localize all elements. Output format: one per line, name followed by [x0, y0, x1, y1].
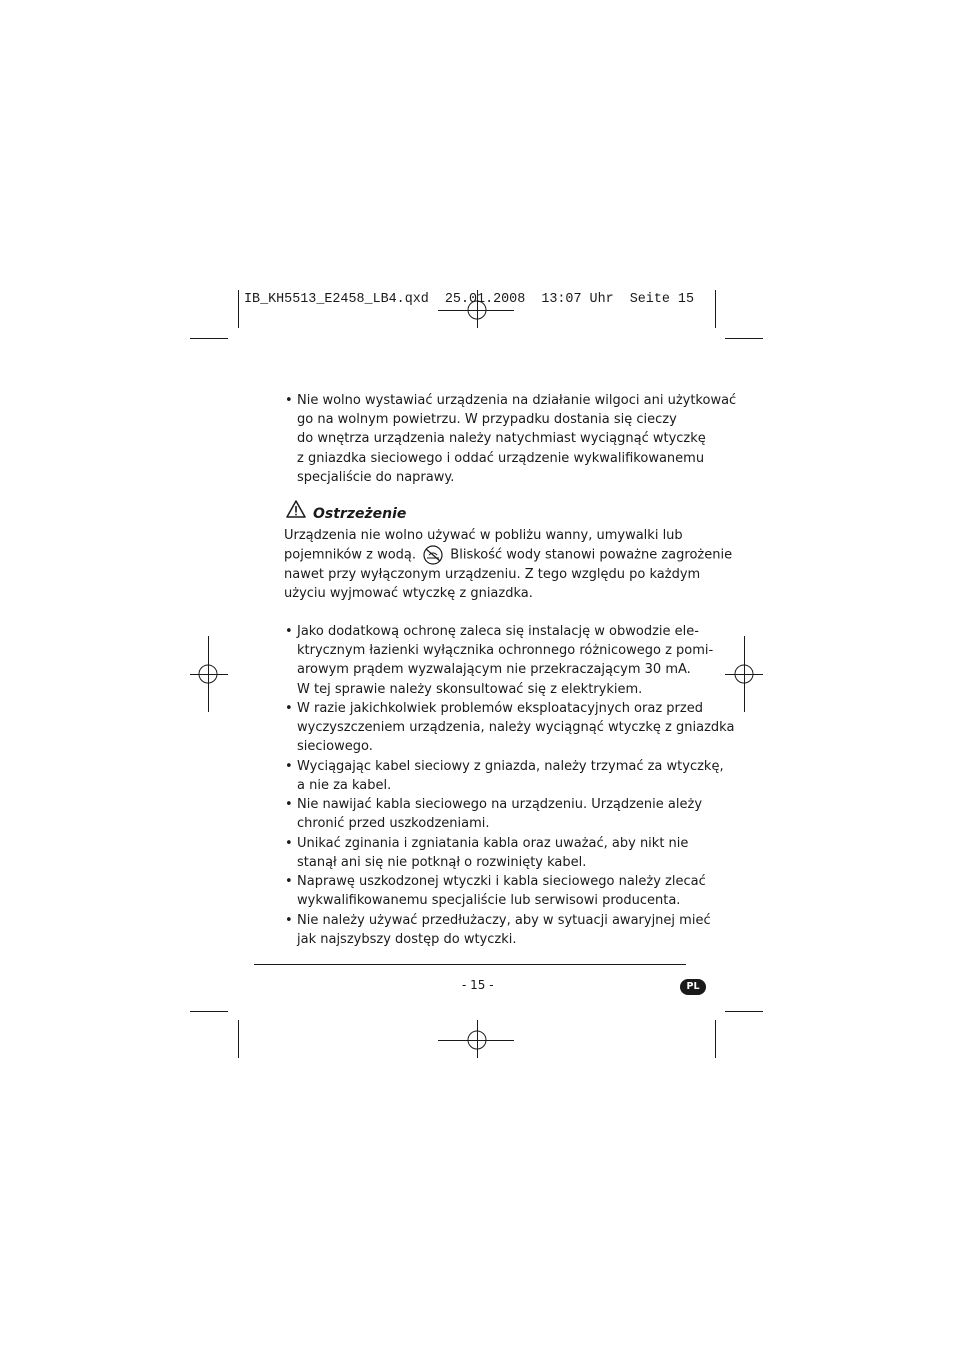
list-item: • Nie wolno wystawiać urządzenia na działanie wilgoci ani użytkować go na wolnym powietrzu. W przypadku dostania się cieczy do wnętrza urządzenia należy natychmiast wyciągnąć wtyczkę z gniazdka sieciowego i oddać urządzenie wykwalifikowanemu specjaliście do naprawy. — [285, 393, 737, 485]
language-badge: PL — [680, 979, 706, 995]
footer-divider — [254, 964, 686, 965]
warning-heading: Ostrzeżenie — [313, 506, 407, 522]
list-item: • Wyciągając kabel sieciowy z gniazda, należy trzymać za wtyczkę, a nie za kabel. — [285, 759, 724, 794]
page-number: - 15 - — [462, 978, 494, 992]
list-item: • Nie nawijać kabla sieciowego na urządzeniu. Urządzenie ależy chronić przed uszkodzeniami. — [285, 797, 703, 832]
list-item: • Unikać zginania i zgniatania kabla oraz uważać, aby nikt nie stanął ani się nie potknął o rozwinięty kabel. — [285, 836, 689, 871]
list-item: • W razie jakichkolwiek problemów eksploatacyjnych oraz przed wyczyszczeniem urządzenia, należy wyciągnąć wtyczkę z gniazdka sieciowego. — [285, 701, 735, 755]
warning-triangle-icon — [286, 500, 306, 518]
print-slug-line: IB_KH5513_E2458_LB4.qxd 25.01.2008 13:07 Uhr Seite 15 — [244, 292, 694, 307]
no-water-icon — [422, 545, 444, 565]
warning-paragraph: Urządzenia nie wolno używać w pobliżu wanny, umywalki lub pojemników z wodą. Bliskość wody stanowi poważne zagrożenie nawet przy wyłączonym urządzeniu. Z tego względu po każdym użyciu wyjmować wtyczkę z gniazdka. — [284, 528, 733, 602]
list-item: • Naprawę uszkodzonej wtyczki i kabla sieciowego należy zlecać wykwalifikowanemu specjaliście lub serwisowi producenta. — [285, 874, 706, 909]
list-item: • Nie należy używać przedłużaczy, aby w sytuacji awaryjnej mieć jak najszybszy dostęp do wtyczki. — [285, 913, 711, 948]
list-item: • Jako dodatkową ochronę zaleca się instalację w obwodzie ele- ktrycznym łazienki wyłącznika ochronnego różnicowego z pomi- arowym prądem wyzwalającym nie przekraczającym 30 mA. W tej sprawie należy skonsultować się z elektrykiem. — [285, 624, 714, 697]
